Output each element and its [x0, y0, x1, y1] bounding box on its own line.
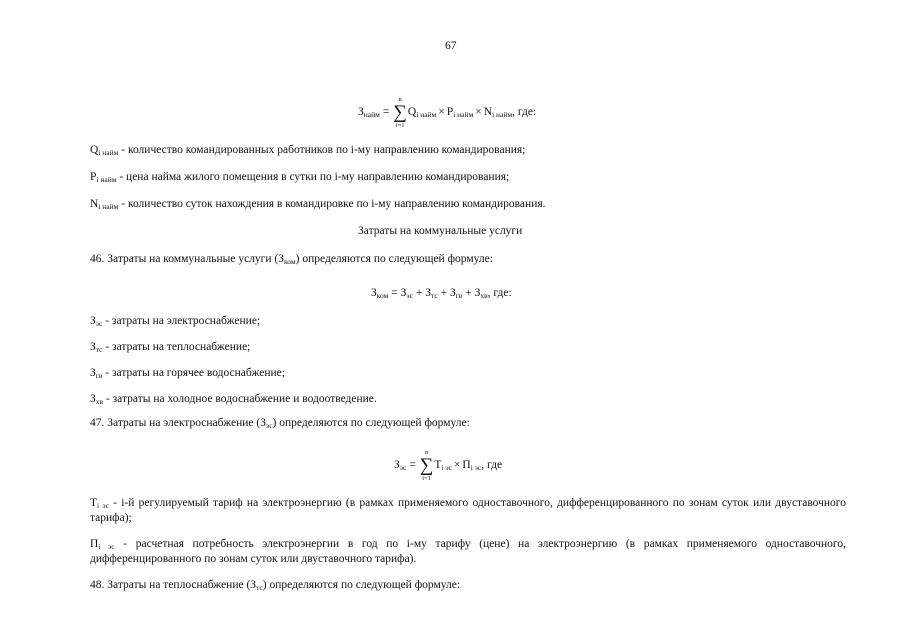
times-sign: × — [438, 106, 445, 118]
formula-electricity — [394, 446, 502, 484]
definition-p: $P_{i найм}$ - цена найма жилого помещения в сутки по i-му направлению командирования; — [90, 171, 510, 184]
definition-hot-water: $З_{гв}$ - затраты на горячее водоснабжение; — [90, 367, 285, 380]
formula-tail: , где: — [512, 106, 537, 118]
summation-sign: n ∑ i=1 — [419, 448, 434, 482]
formula-n-term: $N_{i найм}$ — [483, 106, 513, 119]
formula-t-term: $T_{i эс}$ — [434, 459, 452, 472]
formula-lhs: $З_{найм}$ — [358, 106, 380, 119]
times-sign: × — [453, 459, 461, 471]
formula-pi-term: $П_{i эс}$ — [462, 459, 482, 472]
definition-cold-water: $З_{хв}$ - затраты на холодное водоснабжение и водоотведение. — [90, 393, 377, 406]
formula-equals: = — [382, 106, 390, 118]
definition-n: $N_{i найм}$ - количество суток нахождения в командировке по i-му направлению командирования. — [90, 198, 546, 211]
formula-lhs: $З_{эс}$ — [394, 459, 407, 472]
item-47: 47. Затраты на электроснабжение $(З_{эс})$ определяются по следующей формуле: — [90, 417, 470, 430]
section-heading: Затраты на коммунальные услуги — [358, 225, 523, 237]
definition-q: $Q_{i найм}$ - количество командированных работников по i-му направлению командирования; — [90, 144, 526, 157]
formula-p-term: $P_{i найм}$ — [446, 106, 474, 119]
page-number: 67 — [445, 40, 457, 52]
summation-sign: n ∑ i=1 — [393, 95, 407, 129]
formula-q-term: $Q_{i найм}$ — [407, 106, 437, 119]
formula-equals: = — [409, 459, 416, 471]
formula-tail: , где — [481, 459, 503, 471]
definition-heating: $З_{тс}$ - затраты на теплоснабжение; — [90, 341, 251, 354]
times-sign: × — [475, 106, 482, 118]
formula-rent-cost — [358, 93, 536, 131]
item-48: 48. Затраты на теплоснабжение $(З_{тс})$ определяются по следующей формуле: — [90, 579, 461, 592]
item-46: 46. Затраты на коммунальные услуги $(З_{ком})$ определяются по следующей формуле: — [90, 253, 493, 266]
definition-electricity: $З_{эс}$ - затраты на электроснабжение; — [90, 315, 261, 328]
definition-tariff: $T_{i эс} - i-й$ регулируемый тариф на электроэнергию (в рамках применяемого одноставочного, дифференцированного по зонам суток или двуставочного тарифа); — [90, 497, 846, 524]
formula-utilities: $З_{ком} = З_{эс} + З_{тс} + З_{гв} + З_{хв}$, где: — [371, 287, 512, 300]
definition-consumption: $П_{i эс}$ - расчетная потребность электроэнергии в год по i-му тарифу (цене) на электроэнергию (в рамках применяемого одноставочного, дифференцированного по зонам суток или двуставочного тарифа). — [90, 538, 846, 565]
